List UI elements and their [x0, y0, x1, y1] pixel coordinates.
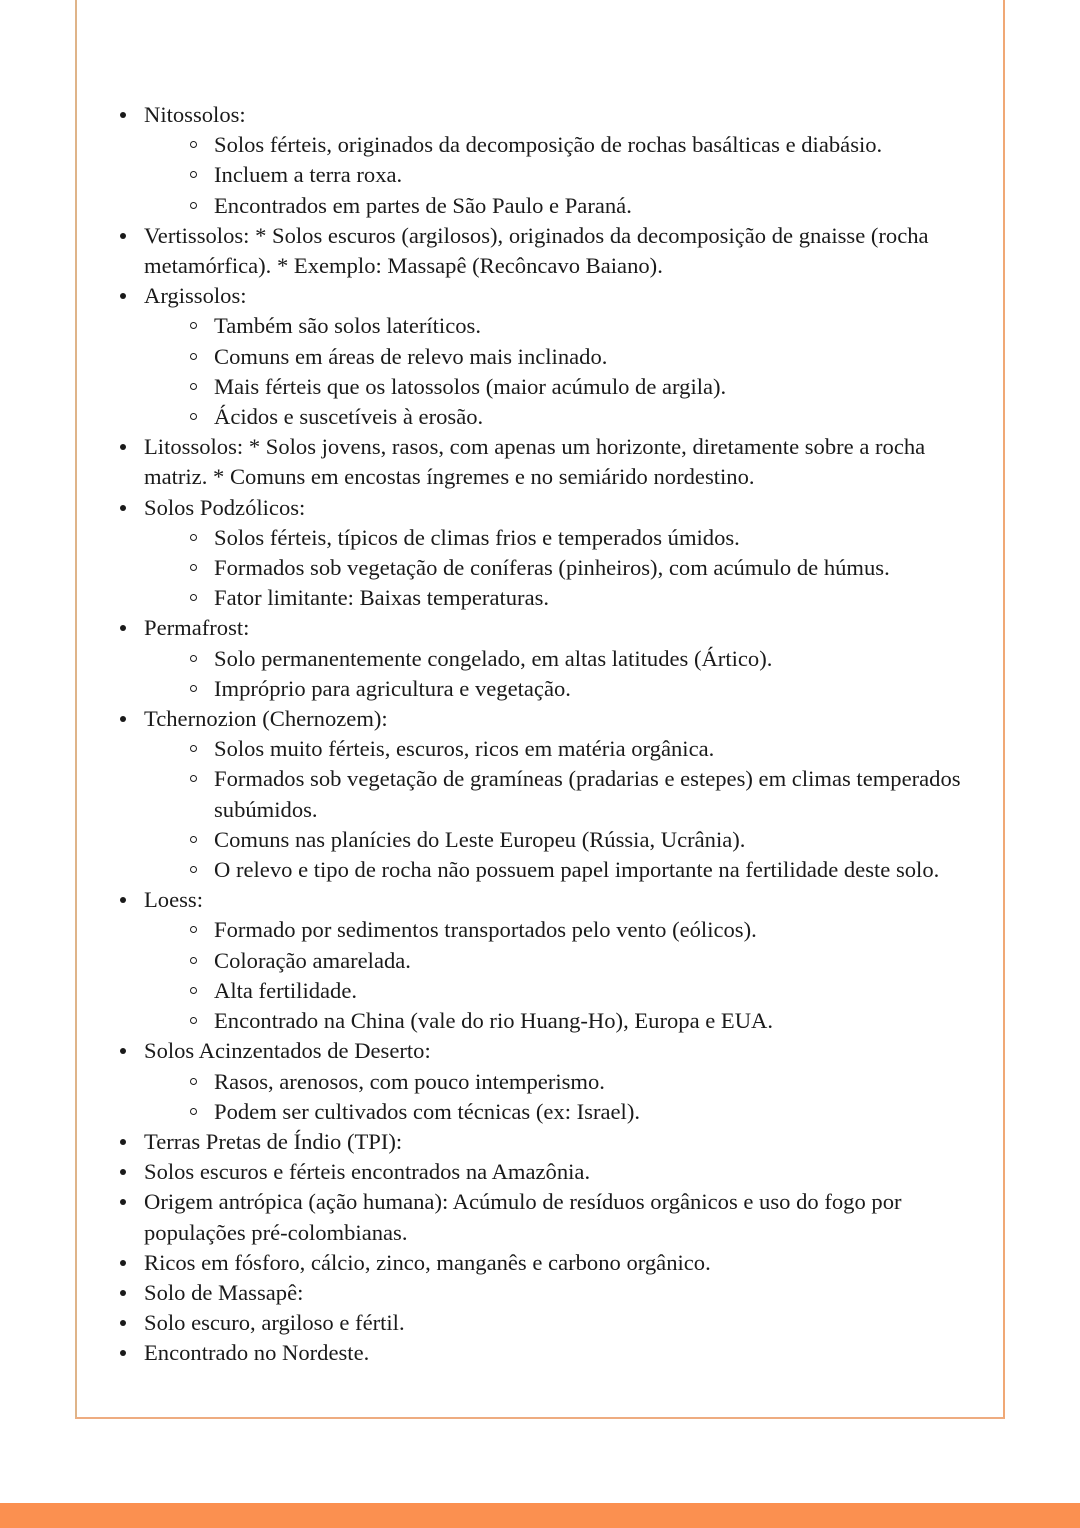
circle-bullet-icon — [190, 353, 197, 360]
circle-bullet-icon — [190, 322, 197, 329]
circle-bullet-icon — [190, 987, 197, 994]
disc-bullet-icon — [120, 897, 126, 903]
outline-item-text: Encontrado no Nordeste. — [144, 1340, 370, 1366]
outline-item-text: Podem ser cultivados com técnicas (ex: Israel). — [214, 1098, 640, 1124]
outline-item-level-2 — [144, 191, 973, 221]
circle-bullet-icon — [190, 141, 197, 148]
outline-item-level-1 — [111, 1278, 973, 1308]
outline-item-level-2 — [144, 130, 973, 160]
outline-item-text: Vertissolos: * Solos escuros (argilosos), originados da decomposição de gnaisse (rocha metamórfica). * Exemplo: Massapê (Recôncavo Baiano). — [144, 222, 929, 279]
circle-bullet-icon — [190, 745, 197, 752]
outline-sublist — [144, 644, 973, 704]
circle-bullet-icon — [190, 413, 197, 420]
outline-item-level-2 — [144, 674, 973, 704]
circle-bullet-icon — [190, 594, 197, 601]
outline-sublist — [144, 1067, 973, 1127]
outline-item-text: Mais férteis que os latossolos (maior acúmulo de argila). — [214, 373, 727, 399]
outline-item-text: Solos férteis, originados da decomposição de rochas basálticas e diabásio. — [214, 132, 883, 158]
outline-sublist — [144, 915, 973, 1036]
outline-sublist — [144, 523, 973, 614]
outline-item-level-2 — [144, 1067, 973, 1097]
outline-item-level-1 — [111, 885, 973, 1036]
outline-item-text: Solos férteis, típicos de climas frios e temperados úmidos. — [214, 524, 740, 550]
outline-sublist — [144, 130, 973, 221]
outline-item-text: Também são solos lateríticos. — [214, 313, 481, 339]
outline-item-level-1 — [111, 493, 973, 614]
outline-item-level-1 — [111, 704, 973, 885]
outline-item-level-1 — [111, 1036, 973, 1127]
outline-item-text: Formados sob vegetação de gramíneas (pradarias e estepes) em climas temperados subúmidos. — [214, 766, 961, 822]
circle-bullet-icon — [190, 957, 197, 964]
outline-item-text: Origem antrópica (ação humana): Acúmulo de resíduos orgânicos e uso do fogo por populações pré-colombianas. — [144, 1189, 902, 1245]
outline-item-level-1 — [111, 1338, 973, 1368]
disc-bullet-icon — [120, 1260, 126, 1266]
disc-bullet-icon — [120, 1320, 126, 1326]
outline-item-text: Rasos, arenosos, com pouco intemperismo. — [214, 1068, 605, 1094]
outline-item-text: Litossolos: * Solos jovens, rasos, com apenas um horizonte, diretamente sobre a rocha matriz. * Comuns em encostas íngremes e no semiárido nordestino. — [144, 434, 926, 490]
circle-bullet-icon — [190, 1017, 197, 1024]
outline-item-text: Solos escuros e férteis encontrados na Amazônia. — [144, 1159, 591, 1185]
outline-item-text: Solos Podzólicos: — [144, 494, 306, 520]
outline-item-text: Alta fertilidade. — [214, 977, 358, 1003]
circle-bullet-icon — [190, 926, 197, 933]
outline-item-text: Comuns nas planícies do Leste Europeu (Rússia, Ucrânia). — [214, 826, 746, 852]
outline-item-level-2 — [144, 523, 973, 553]
outline-item-text: Fator limitante: Baixas temperaturas. — [214, 585, 550, 611]
disc-bullet-icon — [120, 1290, 126, 1296]
outline-item-text: Ricos em fósforo, cálcio, zinco, manganês e carbono orgânico. — [144, 1249, 711, 1275]
outline-item-level-2 — [144, 855, 973, 885]
circle-bullet-icon — [190, 685, 197, 692]
outline-sublist — [144, 734, 973, 885]
outline-item-text: Impróprio para agricultura e vegetação. — [214, 675, 571, 701]
outline-item-level-1 — [111, 432, 973, 492]
outline-item-level-2 — [144, 311, 973, 341]
circle-bullet-icon — [190, 836, 197, 843]
disc-bullet-icon — [120, 1350, 126, 1356]
document-body — [77, 0, 1003, 1417]
outline-item-level-2 — [144, 160, 973, 190]
circle-bullet-icon — [190, 655, 197, 662]
outline-item-level-2 — [144, 976, 973, 1006]
disc-bullet-icon — [120, 444, 126, 450]
outline-item-text: Coloração amarelada. — [214, 947, 411, 973]
outline-item-text: Encontrados em partes de São Paulo e Paraná. — [214, 192, 632, 218]
outline-item-text: Tchernozion (Chernozem): — [144, 706, 388, 732]
outline-item-text: Loess: — [144, 887, 203, 913]
outline-item-text: Solo permanentemente congelado, em altas latitudes (Ártico). — [214, 645, 773, 671]
disc-bullet-icon — [120, 1199, 126, 1205]
outline-item-level-2 — [144, 1006, 973, 1036]
circle-bullet-icon — [190, 775, 197, 782]
outline-item-level-2 — [144, 825, 973, 855]
outline-item-text: Encontrado na China (vale do rio Huang-Ho), Europa e EUA. — [214, 1008, 774, 1034]
disc-bullet-icon — [120, 293, 126, 299]
outline-item-level-2 — [144, 1097, 973, 1127]
outline-item-text: Solo escuro, argiloso e fértil. — [144, 1310, 405, 1336]
outline-item-text: Solos muito férteis, escuros, ricos em matéria orgânica. — [214, 736, 715, 762]
outline-item-level-1 — [111, 1187, 973, 1247]
circle-bullet-icon — [190, 1078, 197, 1085]
outline-item-text: Nitossolos: — [144, 102, 246, 127]
outline-item-level-2 — [144, 402, 973, 432]
circle-bullet-icon — [190, 534, 197, 541]
outline-item-text: Terras Pretas de Índio (TPI): — [144, 1128, 403, 1154]
outline-item-text: Formados sob vegetação de coníferas (pinheiros), com acúmulo de húmus. — [214, 555, 890, 581]
outline-item-text: Permafrost: — [144, 615, 250, 641]
soil-types-outline — [111, 100, 973, 1369]
footer-accent-bar — [0, 1503, 1080, 1528]
outline-item-level-2 — [144, 644, 973, 674]
outline-item-text: Ácidos e suscetíveis à erosão. — [214, 404, 484, 430]
outline-item-text: Incluem a terra roxa. — [214, 162, 403, 188]
circle-bullet-icon — [190, 866, 197, 873]
outline-item-level-1 — [111, 221, 973, 281]
outline-item-text: Argissolos: — [144, 283, 247, 309]
outline-item-level-1 — [111, 1127, 973, 1157]
circle-bullet-icon — [190, 564, 197, 571]
outline-item-level-2 — [144, 946, 973, 976]
outline-item-level-2 — [144, 915, 973, 945]
circle-bullet-icon — [190, 1108, 197, 1115]
outline-item-level-1 — [111, 613, 973, 704]
outline-item-text: Formado por sedimentos transportados pelo vento (eólicos). — [214, 917, 757, 943]
outline-item-level-1 — [111, 1248, 973, 1278]
circle-bullet-icon — [190, 171, 197, 178]
disc-bullet-icon — [120, 1169, 126, 1175]
outline-item-level-2 — [144, 553, 973, 583]
outline-item-level-1 — [111, 1157, 973, 1187]
outline-item-level-1 — [111, 100, 973, 221]
disc-bullet-icon — [120, 716, 126, 722]
outline-item-text: Solos Acinzentados de Deserto: — [144, 1038, 431, 1064]
outline-sublist — [144, 311, 973, 432]
outline-item-level-2 — [144, 583, 973, 613]
disc-bullet-icon — [120, 1139, 126, 1145]
outline-item-level-2 — [144, 372, 973, 402]
disc-bullet-icon — [120, 625, 126, 631]
page-content-frame — [75, 0, 1005, 1419]
outline-item-level-1 — [111, 1308, 973, 1338]
outline-item-text: O relevo e tipo de rocha não possuem papel importante na fertilidade deste solo. — [214, 857, 940, 883]
outline-item-level-1 — [111, 281, 973, 432]
outline-item-level-2 — [144, 342, 973, 372]
disc-bullet-icon — [120, 112, 126, 118]
outline-item-level-2 — [144, 764, 973, 824]
disc-bullet-icon — [120, 505, 126, 511]
disc-bullet-icon — [120, 233, 126, 239]
circle-bullet-icon — [190, 383, 197, 390]
disc-bullet-icon — [120, 1048, 126, 1054]
outline-item-text: Solo de Massapê: — [144, 1279, 304, 1305]
circle-bullet-icon — [190, 202, 197, 209]
outline-item-text: Comuns em áreas de relevo mais inclinado. — [214, 343, 608, 369]
outline-item-level-2 — [144, 734, 973, 764]
